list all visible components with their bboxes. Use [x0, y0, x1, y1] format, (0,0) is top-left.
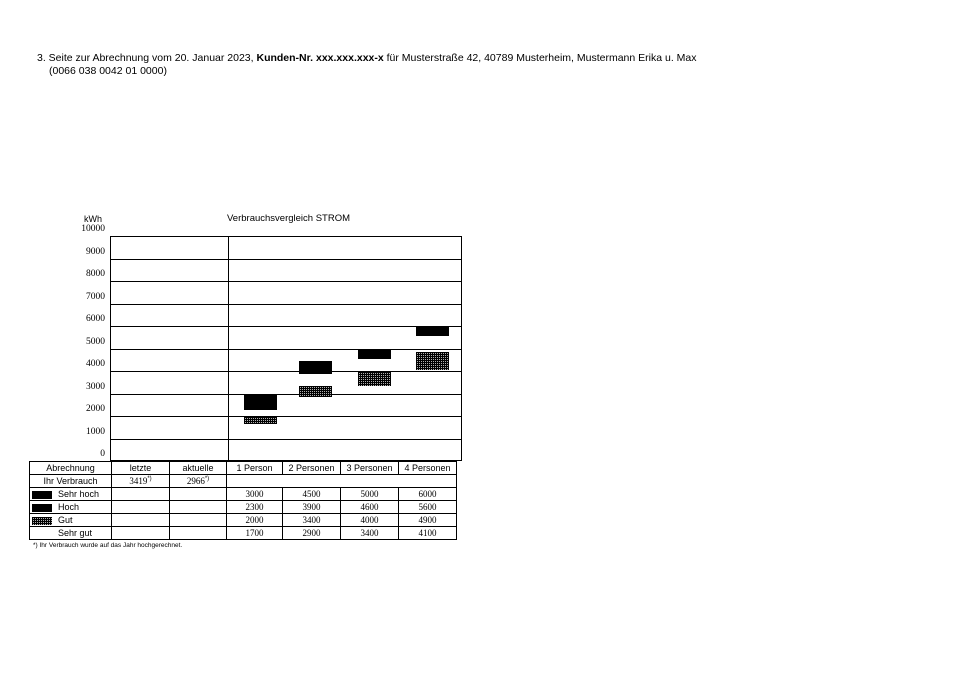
gridline [111, 416, 461, 417]
table-value: 6000 [399, 488, 457, 501]
comparison-table [29, 461, 457, 540]
col-header-4-personen: 4 Personen [399, 462, 457, 475]
legend-text: Sehr hoch [58, 489, 100, 499]
gridline [111, 259, 461, 260]
empty-cell [112, 501, 170, 514]
y-tick-label: 1000 [86, 426, 105, 437]
legend-swatch [32, 517, 52, 525]
table-value: 3400 [283, 514, 341, 527]
y-tick-label: 9000 [86, 246, 105, 257]
bar-gut-1 [244, 417, 277, 424]
table-value: 4500 [283, 488, 341, 501]
legend-text: Hoch [58, 502, 80, 512]
table-value: 2000 [227, 514, 283, 527]
header-line-1 [37, 52, 697, 65]
chart-title: Verbrauchsvergleich STROM [227, 213, 351, 224]
y-tick-label: 10000 [81, 224, 105, 234]
empty-cell [341, 475, 399, 488]
legend-label [30, 514, 112, 527]
legend-label [30, 488, 112, 501]
y-tick-label: 3000 [86, 381, 105, 392]
gridline [111, 281, 461, 282]
y-tick-label: 8000 [86, 269, 105, 279]
col-header-3-personen: 3 Personen [341, 462, 399, 475]
table-value: 4100 [399, 527, 457, 540]
gridline [111, 349, 461, 350]
empty-cell [170, 488, 227, 501]
footnote: *) Ihr Verbrauch wurde auf das Jahr hochgerechnet. [33, 542, 183, 549]
col-header-1-person: 1 Person [227, 462, 283, 475]
table-row [30, 514, 457, 527]
table-value: 2300 [227, 501, 283, 514]
y-tick-label: 2000 [86, 404, 105, 414]
y-tick-label: 5000 [86, 336, 105, 347]
empty-cell [112, 527, 170, 540]
col-header-aktuelle: aktuelle [170, 462, 227, 475]
legend-label [30, 527, 112, 540]
chart-plot-area [110, 236, 462, 461]
verbrauch-letzte-value: 3419 [129, 476, 148, 486]
col-header-letzte: letzte [112, 462, 170, 475]
footnote-marker: *) [147, 476, 152, 482]
table-value: 1700 [227, 527, 283, 540]
verbrauch-aktuelle [170, 475, 227, 488]
table-row [30, 488, 457, 501]
table-value: 3000 [227, 488, 283, 501]
header-line-2: (0066 038 0042 01 0000) [49, 65, 167, 77]
empty-cell [227, 475, 283, 488]
legend-text: Gut [58, 515, 73, 525]
table-value: 3400 [341, 527, 399, 540]
customer-number: Kunden-Nr. xxx.xxx.xxx-x [256, 52, 384, 64]
y-tick-label: 0 [100, 449, 105, 459]
empty-cell [112, 514, 170, 527]
bar-hoch-2 [299, 361, 332, 375]
empty-cell [112, 488, 170, 501]
table-value: 4900 [399, 514, 457, 527]
table-value: 5600 [399, 501, 457, 514]
empty-cell [170, 514, 227, 527]
empty-cell [399, 475, 457, 488]
table-value: 4600 [341, 501, 399, 514]
verbrauch-label: Ihr Verbrauch [30, 475, 112, 488]
page-header [37, 52, 697, 78]
table-value: 2900 [283, 527, 341, 540]
col-header-abrechnung: Abrechnung [30, 462, 112, 475]
table-row [30, 501, 457, 514]
bar-gut-4 [416, 352, 449, 370]
bar-gut-3 [358, 372, 391, 386]
y-tick-label: 7000 [86, 291, 105, 302]
empty-cell [283, 475, 341, 488]
bar-hoch-4 [416, 327, 449, 336]
gridline [111, 371, 461, 372]
table-row-verbrauch [30, 475, 457, 488]
header-prefix: 3. Seite zur Abrechnung vom 20. Januar 2023, [37, 52, 254, 64]
gridline [111, 326, 461, 327]
legend-swatch [32, 491, 52, 499]
y-tick-label: 4000 [86, 359, 105, 369]
table-value: 5000 [341, 488, 399, 501]
table-header-row [30, 462, 457, 475]
header-address: für Musterstraße 42, 40789 Musterheim, Mustermann Erika u. Max [386, 52, 697, 64]
verbrauch-letzte [112, 475, 170, 488]
gridline [111, 394, 461, 395]
bar-hoch-3 [358, 350, 391, 359]
empty-cell [170, 527, 227, 540]
legend-label [30, 501, 112, 514]
gridline [111, 439, 461, 440]
table-value: 4000 [341, 514, 399, 527]
legend-text: Sehr gut [58, 528, 93, 538]
gridline [111, 304, 461, 305]
table-value: 3900 [283, 501, 341, 514]
y-tick-label: 6000 [86, 314, 105, 324]
y-axis-unit: kWh [84, 214, 102, 224]
col-header-2-personen: 2 Personen [283, 462, 341, 475]
bar-gut-2 [299, 386, 332, 397]
table-row [30, 527, 457, 540]
legend-swatch [32, 504, 52, 512]
verbrauch-aktuelle-value: 2966 [186, 476, 205, 486]
empty-cell [170, 501, 227, 514]
footnote-marker: *) [204, 476, 210, 482]
bar-hoch-1 [244, 395, 277, 411]
